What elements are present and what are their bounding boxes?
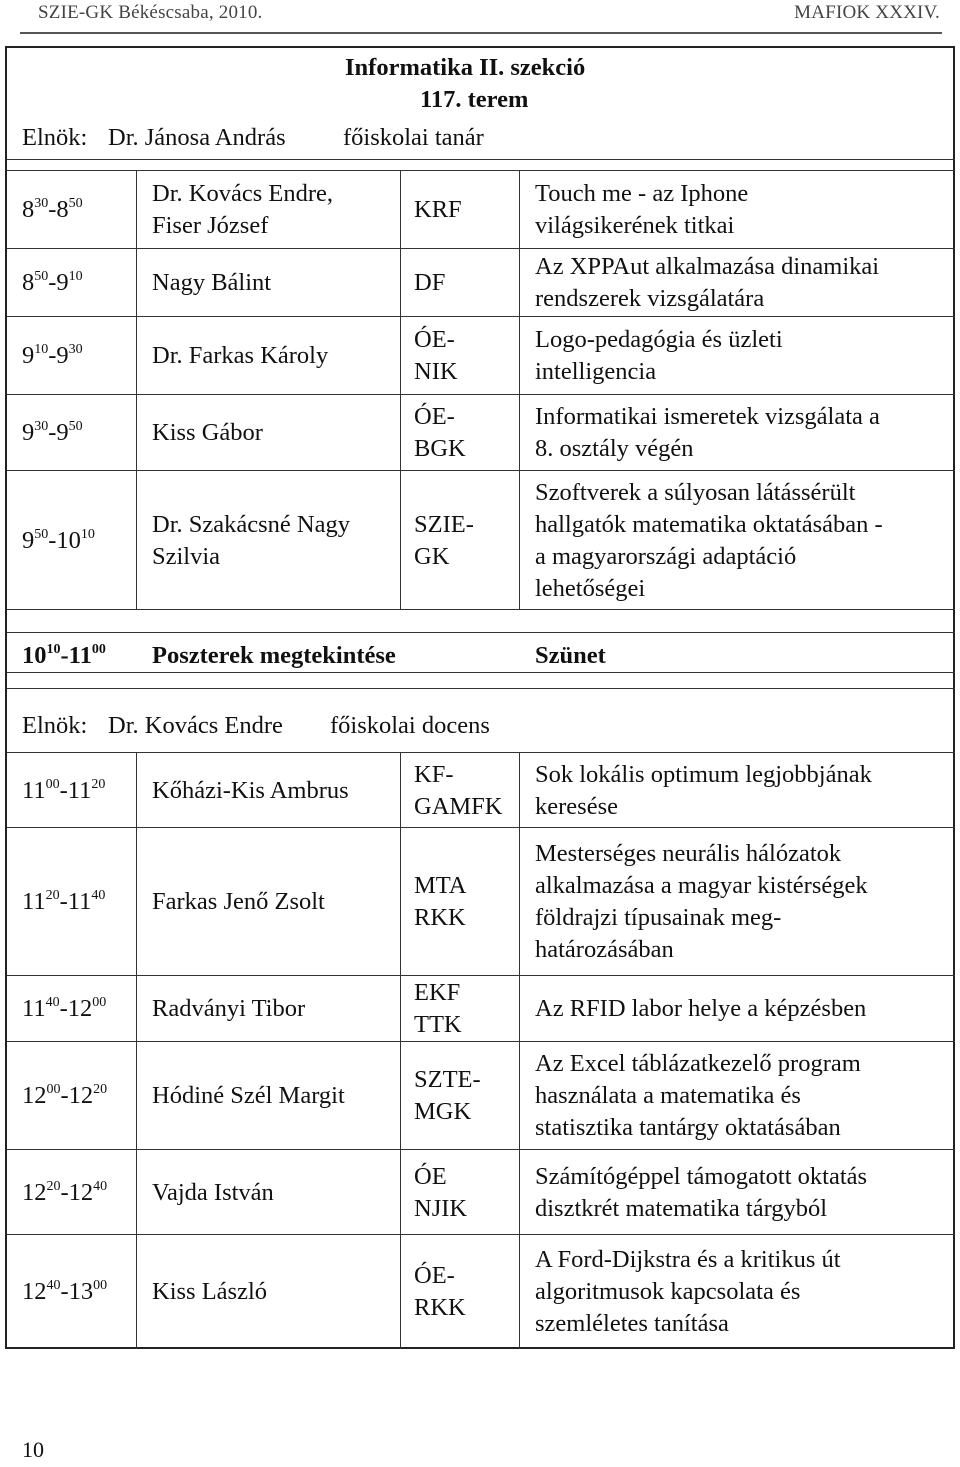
chair2-label: Elnök:	[22, 712, 88, 739]
talk-title-line: Sok lokális optimum legjobbjának	[535, 760, 872, 788]
talk-title-line: keresése	[535, 792, 618, 820]
time-slot: $11^{20}-11^{40}$	[22, 888, 106, 915]
institution-line: KF-	[414, 760, 454, 788]
break-label: Poszterek megtekintése	[152, 642, 396, 669]
institution-line: BGK	[414, 435, 466, 462]
talk-title-line: Számítógéppel támogatott oktatás	[535, 1162, 868, 1190]
institution-line: ÓE-	[414, 403, 455, 430]
time-slot: $9^{50}-10^{10}$	[22, 526, 95, 554]
table-rule	[7, 1234, 955, 1235]
column-rule	[519, 752, 520, 1349]
section-room: 117. terem	[420, 86, 529, 113]
speaker-name-line: Vajda István	[152, 1178, 274, 1206]
speaker-name-line: Hódiné Szél Margit	[152, 1082, 345, 1109]
table-rule	[7, 827, 955, 828]
time-slot: $11^{40}-12^{00}$	[22, 995, 107, 1022]
talk-title-line: rendszerek vizsgálatára	[535, 285, 765, 312]
table-rule	[7, 159, 955, 160]
institution-line: ÓE-	[414, 326, 455, 353]
institution-line: ÓE	[414, 1162, 447, 1190]
talk-title-line: Az XPPAut alkalmazása dinamikai	[535, 253, 880, 280]
table-rule	[7, 170, 955, 171]
break-time: $10^{10}-11^{00}$	[22, 642, 106, 669]
institution-line: DF	[414, 269, 446, 296]
speaker-name-line: Dr. Farkas Károly	[152, 342, 329, 369]
institution-line: RKK	[414, 904, 466, 931]
chair-label: Elnök:	[22, 124, 88, 151]
column-rule	[519, 170, 520, 609]
talk-title-line: határozásában	[535, 936, 674, 963]
talk-title-line: hallgatók matematika oktatásában -	[535, 510, 883, 538]
chair-name: Dr. Jánosa András	[108, 124, 286, 151]
speaker-name-line: Kőházi-Kis Ambrus	[152, 776, 349, 804]
talk-title-line: Az Excel táblázatkezelő program	[535, 1050, 861, 1077]
table-rule	[7, 248, 955, 249]
table-rule	[7, 609, 955, 610]
column-rule	[400, 170, 401, 609]
time-slot: $12^{00}-12^{20}$	[22, 1082, 108, 1109]
institution-line: NIK	[414, 358, 458, 385]
talk-title-line: szemléletes tanítása	[535, 1309, 729, 1337]
section-title: Informatika II. szekció	[345, 54, 586, 81]
talk-title-line: Touch me - az Iphone	[535, 180, 749, 207]
institution-line: SZTE-	[414, 1066, 481, 1093]
talk-title-line: alkalmazása a magyar kistérségek	[535, 872, 868, 899]
institution-line: TTK	[414, 1011, 462, 1038]
time-slot: $8^{30}-8^{50}$	[22, 196, 83, 223]
chair2-title: főiskolai docens	[330, 712, 490, 739]
speaker-name-line: Dr. Kovács Endre,	[152, 180, 333, 207]
institution-line: ÓE-	[414, 1261, 455, 1289]
talk-title-line: 8. osztály végén	[535, 435, 694, 462]
column-rule	[400, 752, 401, 1349]
chair2-name: Dr. Kovács Endre	[108, 712, 283, 739]
time-slot: $12^{40}-13^{00}$	[22, 1277, 108, 1305]
column-rule	[136, 752, 137, 1349]
institution-line: MGK	[414, 1098, 472, 1125]
institution-line: SZIE-	[414, 510, 474, 538]
talk-title-line: Logo-pedagógia és üzleti	[535, 326, 783, 353]
talk-title-line: statisztika tantárgy oktatásában	[535, 1114, 841, 1141]
institution-line: EKF	[414, 979, 461, 1006]
table-rule	[7, 688, 955, 689]
talk-title-line: A Ford-Dijkstra és a kritikus út	[535, 1245, 841, 1273]
talk-title-line: földrajzi típusainak meg-	[535, 904, 782, 931]
program-table	[5, 46, 955, 1349]
time-slot: $12^{20}-12^{40}$	[22, 1178, 108, 1206]
talk-title-line: disztkrét matematika tárgyból	[535, 1194, 828, 1222]
talk-title-line: használata a matematika és	[535, 1082, 801, 1109]
table-rule	[7, 752, 955, 753]
institution-line: NJIK	[414, 1194, 468, 1222]
running-header-left: SZIE-GK Békéscsaba, 2010.	[38, 2, 263, 23]
speaker-name-line: Fiser József	[152, 212, 269, 239]
institution-line: GK	[414, 542, 450, 570]
table-rule	[7, 1149, 955, 1150]
column-rule	[136, 170, 137, 609]
talk-title-line: Az RFID labor helye a képzésben	[535, 995, 867, 1022]
talk-title-line: világsikerének titkai	[535, 212, 735, 239]
chair-title: főiskolai tanár	[343, 124, 484, 151]
time-slot: $11^{00}-11^{20}$	[22, 776, 106, 804]
talk-title-line: Szoftverek a súlyosan látássérült	[535, 478, 856, 506]
time-slot: $8^{50}-9^{10}$	[22, 269, 83, 296]
talk-title-line: Informatikai ismeretek vizsgálata a	[535, 403, 880, 430]
speaker-name-line: Szilvia	[152, 542, 221, 570]
speaker-name-line: Dr. Szakácsné Nagy	[152, 510, 350, 538]
table-rule	[7, 632, 955, 633]
talk-title-line: algoritmusok kapcsolata és	[535, 1277, 801, 1305]
talk-title-line: lehetőségei	[535, 574, 646, 602]
table-rule	[7, 470, 955, 471]
talk-title-line: a magyarországi adaptáció	[535, 542, 797, 570]
page-number: 10	[22, 1437, 44, 1462]
running-header-right: MAFIOK XXXIV.	[794, 2, 940, 23]
time-slot: $9^{10}-9^{30}$	[22, 342, 83, 369]
institution-line: KRF	[414, 196, 462, 223]
table-rule	[7, 316, 955, 317]
speaker-name-line: Farkas Jenő Zsolt	[152, 888, 325, 915]
speaker-name-line: Nagy Bálint	[152, 269, 272, 296]
time-slot: $9^{30}-9^{50}$	[22, 419, 83, 446]
table-rule	[7, 975, 955, 976]
break-right: Szünet	[535, 642, 606, 669]
speaker-name-line: Kiss László	[152, 1277, 267, 1305]
institution-line: GAMFK	[414, 792, 503, 820]
institution-line: MTA	[414, 872, 467, 899]
talk-title-line: intelligencia	[535, 358, 657, 385]
talk-title-line: Mesterséges neurális hálózatok	[535, 840, 842, 867]
institution-line: RKK	[414, 1293, 466, 1321]
header-rule	[20, 32, 942, 34]
table-rule	[7, 1041, 955, 1042]
table-rule	[7, 394, 955, 395]
speaker-name-line: Kiss Gábor	[152, 419, 263, 446]
table-rule	[7, 672, 955, 673]
speaker-name-line: Radványi Tibor	[152, 995, 306, 1022]
